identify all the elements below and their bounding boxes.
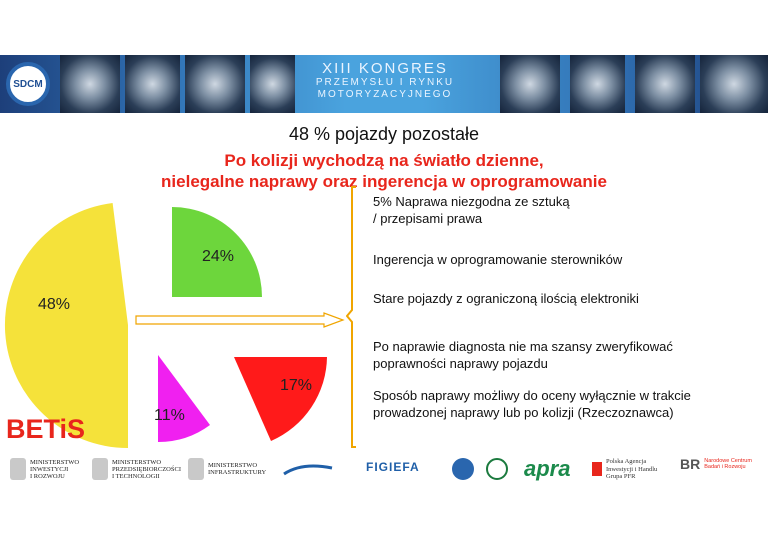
round-badge-icon xyxy=(452,458,474,480)
congress-title-line3: MOTORYZACYJNEGO xyxy=(317,89,453,100)
congress-title-line2: PRZEMYSŁU I RYNKU xyxy=(315,77,455,88)
list-item: Stare pojazdy z ograniczoną ilością elektroniki xyxy=(373,291,639,306)
ministry-investment-logo xyxy=(10,458,79,480)
subtitle-line1: Po kolizji wychodzą na światło dzienne, xyxy=(224,151,544,170)
congress-title xyxy=(300,60,470,101)
item1-line2: / przepisami prawa xyxy=(373,211,483,226)
sponsor-text: INFRASTRUKTURY xyxy=(208,469,267,476)
item4-line1: Po naprawie diagnosta nie ma szansy zweryfikować xyxy=(373,339,673,354)
eagle-crest-icon xyxy=(92,458,108,480)
congress-title-line1: XIII KONGRES xyxy=(322,60,448,77)
item4-line2: poprawności naprawy pojazdu xyxy=(373,356,548,371)
clepa-swoosh-icon xyxy=(282,462,334,478)
list-item xyxy=(373,338,673,372)
banner-photo-1 xyxy=(60,55,120,113)
sponsor-text: Badań i Rozwoju xyxy=(704,464,746,470)
list-item: Ingerencja w oprogramowanie sterowników xyxy=(373,252,623,267)
pie-slice-11 xyxy=(158,355,210,442)
arrow-right-icon xyxy=(134,312,346,328)
subtitle-line2: nielegalne naprawy oraz ingerencja w oprogramowanie xyxy=(161,172,607,191)
figiefa-logo xyxy=(366,460,420,474)
page-title: 48 % pojazdy pozostałe xyxy=(288,124,480,144)
ncbr-logo xyxy=(680,456,752,472)
globe-icon xyxy=(486,458,508,480)
sponsor-text: Grupa PFR xyxy=(606,473,636,480)
sponsor-text: I TECHNOLOGII xyxy=(112,472,160,480)
eagle-crest-icon xyxy=(10,458,26,480)
pie-slice-17 xyxy=(234,357,327,441)
sdcm-logo xyxy=(6,62,50,106)
apra-text: apra xyxy=(524,456,571,481)
ncbr-mark-icon: BR xyxy=(680,456,701,472)
sponsor-text: Polska Agencja xyxy=(606,458,647,465)
pie-label-48: 48% xyxy=(38,296,71,313)
paih-logo xyxy=(592,458,657,481)
pie-label-17: 17% xyxy=(280,377,313,394)
pie-slice-48 xyxy=(5,203,128,448)
eagle-crest-icon xyxy=(188,458,204,480)
item5-line2: prowadzonej naprawy lub po kolizji (Rzeczoznawca) xyxy=(373,405,674,420)
pie-label-11: 11% xyxy=(154,407,185,424)
sponsor-text: MINISTERSTWO xyxy=(30,458,80,466)
banner-photo-6 xyxy=(570,55,625,113)
pie-label-24: 24% xyxy=(202,248,235,265)
sdcm-logo-text: SDCM xyxy=(13,78,43,90)
clepa-logo xyxy=(282,462,334,478)
sponsor-text: INWESTYCJI xyxy=(30,465,69,473)
sponsor-text: MINISTERSTWO xyxy=(112,458,162,466)
item1-line1: 5% Naprawa niezgodna ze sztuką xyxy=(373,194,570,209)
sponsor-text: Narodowe Centrum xyxy=(704,457,752,464)
figiefa-text: FIGIEFA xyxy=(366,460,420,474)
banner-photo-8 xyxy=(700,55,768,113)
banner-photo-7 xyxy=(635,55,695,113)
list-item xyxy=(373,387,691,421)
sponsor-text: I ROZWOJU xyxy=(30,472,65,480)
ministry-entrepreneurship-logo xyxy=(92,458,181,480)
sdcm-round-logo xyxy=(452,458,474,480)
banner-photo-3 xyxy=(185,55,245,113)
betis-logo: BETiS xyxy=(6,414,86,444)
banner-photo-4 xyxy=(250,55,295,113)
sponsor-text: PRZEDSIĘBIORCZOŚCI xyxy=(112,465,181,473)
apra-logo xyxy=(524,456,570,482)
banner-photo-2 xyxy=(125,55,180,113)
list-item xyxy=(373,193,570,227)
brace-icon xyxy=(346,186,358,448)
page-subtitle xyxy=(0,150,768,192)
paih-mark-icon xyxy=(592,462,602,476)
item5-line1: Sposób naprawy możliwy do oceny wyłącznie w trakcie xyxy=(373,388,691,403)
banner-photo-5 xyxy=(500,55,560,113)
sponsor-text: MINISTERSTWO xyxy=(208,462,258,469)
ministry-infrastructure-logo xyxy=(188,458,266,480)
globe-logo xyxy=(486,458,508,480)
sponsor-text: Inwestycji i Handlu xyxy=(606,465,658,473)
